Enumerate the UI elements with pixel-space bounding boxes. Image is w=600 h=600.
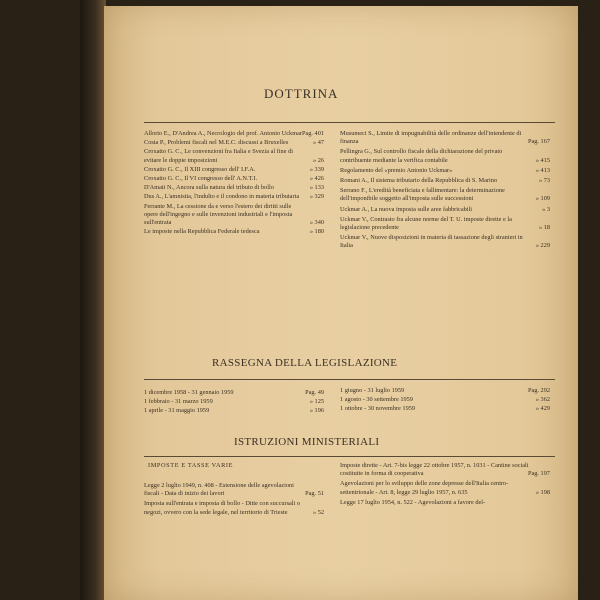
index-entry <box>340 480 550 496</box>
index-entry <box>340 499 550 507</box>
book-binding <box>80 0 106 600</box>
index-entry <box>340 387 550 395</box>
dottrina-left-column <box>144 130 324 236</box>
page-number: » 426 <box>309 175 324 183</box>
page-number: Pag. 49 <box>305 389 324 396</box>
page-number: » 340 <box>309 219 324 227</box>
page-number: » 413 <box>535 166 550 174</box>
entry-text: Le imposte nella Repubblica Federale tedesca <box>144 228 260 236</box>
index-entry <box>340 167 550 175</box>
istruzioni-left-column <box>144 482 324 517</box>
entry-text: Uckmar V., Nuove disposizioni in materia di tassazione degli stranieri in Italia <box>340 234 523 250</box>
page-number: » 125 <box>309 398 324 406</box>
index-entry <box>144 228 324 236</box>
entry-text: Imposte dirette - Art. 7-bis legge 22 ottobre 1957, n. 1031 - Cantine sociali costituite in forma di cooperativa <box>340 462 529 478</box>
entry-text: Serrano F., L'eredità beneficiata e fallimentare: la determinazione dell'imponibile soggetto all'imposta sulle successioni <box>340 187 505 203</box>
section-title-istruzioni: ISTRUZIONI MINISTERIALI <box>234 436 380 448</box>
index-entry <box>144 139 324 147</box>
entry-text: 1 febbraio - 31 marzo 1959 <box>144 398 213 406</box>
entry-text: 1 agosto - 30 settembre 1959 <box>340 396 413 404</box>
index-entry <box>340 234 550 250</box>
subsection-title-imposte: IMPOSTE E TASSE VARIE <box>148 462 234 469</box>
entry-text: Costa P., Problemi fiscali nel M.E.C. discussi a Bruxelles <box>144 139 289 147</box>
page-number: » 339 <box>309 165 324 173</box>
document-page <box>104 6 578 600</box>
index-entry <box>144 130 324 138</box>
index-entry <box>340 148 550 164</box>
index-entry <box>340 462 550 478</box>
page-number: » 47 <box>312 139 324 147</box>
page-number: » 180 <box>309 228 324 236</box>
entry-text: 1 dicembre 1958 - 31 gennaio 1959 <box>144 389 234 396</box>
entry-text: Musumeci S., Limite di impugnabilità delle ordinanze dell'intendente di finanza <box>340 130 522 146</box>
page-number: » 133 <box>309 184 324 192</box>
section-title-rassegna: RASSEGNA DELLA LEGISLAZIONE <box>212 357 398 369</box>
entry-text: Croxatto G. C., Il XIII congresso dell' I.F.A. <box>144 165 256 173</box>
dottrina-right-column <box>340 130 550 251</box>
entry-text: Ferrante M., La cessione da e verso l'estero dei diritti sulle opere dell'ingegno e sulle invenzioni industriali e l'imposta sull'entrata <box>144 202 293 227</box>
page-number: » 73 <box>538 177 550 185</box>
page-number: » 198 <box>535 488 550 496</box>
index-entry <box>340 216 550 232</box>
rassegna-left-column <box>144 389 324 416</box>
index-entry <box>144 184 324 192</box>
istruzioni-right-column <box>340 462 550 507</box>
page-number: Pag. 51 <box>305 490 324 498</box>
index-entry <box>340 206 550 214</box>
page-number: » 329 <box>309 193 324 201</box>
page-number: » 3 <box>542 205 550 213</box>
page-number: » 18 <box>538 224 550 232</box>
entry-text: Uckmar V., Contrasto fra alcune norme del T. U. imposte dirette e la legislazione precedente <box>340 215 512 232</box>
index-entry <box>144 500 324 516</box>
entry-text: Croxatto G. C., Il VI congresso dell' A.N.T.I. <box>144 175 258 183</box>
entry-text: Pellingra G., Sul controllo fiscale della dichiarazione del privato contribuente mediante la verifica contabile <box>340 148 503 164</box>
page-number: Pag. 292 <box>527 387 550 394</box>
section-title-dottrina: DOTTRINA <box>264 86 339 101</box>
section-rule <box>144 379 555 380</box>
index-entry <box>144 407 324 415</box>
entry-text: Uckmar A., La nuova imposta sulle aree fabbricabili <box>340 205 473 213</box>
rassegna-right-column <box>340 387 550 414</box>
entry-text: Romani A., Il sistema tributario della Repubblica di S. Marino <box>340 177 498 185</box>
entry-text: Dus A., L'amnistia, l'indulto e il condono in materia tributaria <box>144 193 300 201</box>
page-number: » 229 <box>535 242 550 250</box>
page-number: » 109 <box>535 195 550 203</box>
index-entry <box>144 482 324 498</box>
entry-text: Legge 2 luglio 1949, n. 408 - Estensione delle agevolazioni fiscali - Data di inizio dei lavori <box>144 482 294 498</box>
entry-text: 1 giugno - 31 luglio 1959 <box>340 387 405 394</box>
index-entry <box>340 396 550 404</box>
section-rule <box>144 122 555 123</box>
entry-text: Allorio E., D'Andrea A., Necrologio del prof. Antonio Uckmar <box>144 130 302 137</box>
entry-text: Legge 17 luglio 1954, n. 522 - Agevolazioni a favore del- <box>340 498 486 506</box>
page-number: Pag. 197 <box>527 470 550 478</box>
index-entry <box>340 405 550 413</box>
page-number: » 415 <box>535 156 550 164</box>
page-number: » 362 <box>535 396 550 404</box>
index-entry <box>340 130 550 146</box>
index-entry <box>144 203 324 228</box>
page-number: » 26 <box>312 156 324 164</box>
entry-text: D'Amati N., Ancora sulla natura del tributo di bollo <box>144 184 274 192</box>
entry-text: Agevolazioni per lo sviluppo delle zone depresse dell'Italia centro-settentrionale - Art. 8, legge 29 luglio 1957, n. 635 <box>340 480 509 496</box>
entry-text: Regolamento del «premio Antonio Uckmar» <box>340 166 453 174</box>
page-number: » 429 <box>535 405 550 413</box>
index-entry <box>144 166 324 174</box>
entry-text: 1 ottobre - 30 novembre 1959 <box>340 405 416 413</box>
entry-text: Croxatto G. C., Le convenzioni fra Italia e Svezia al fine di evitare le doppie imposizioni <box>144 148 293 164</box>
index-entry <box>144 398 324 406</box>
entry-text: 1 aprile - 31 maggio 1959 <box>144 407 210 415</box>
index-entry <box>144 175 324 183</box>
index-entry <box>144 148 324 164</box>
page-number: Pag. 401 <box>301 130 324 137</box>
index-entry <box>340 177 550 185</box>
page-number: » 196 <box>309 407 324 415</box>
index-entry <box>144 389 324 397</box>
page-number: » 52 <box>312 508 324 516</box>
index-entry <box>340 187 550 203</box>
section-rule <box>144 456 555 457</box>
index-entry <box>144 193 324 201</box>
page-number: Pag. 167 <box>527 138 550 146</box>
entry-text: Imposta sull'entrata e imposta di bollo - Ditte con succursali o negozi, ovvero con la sede legale, nel territorio di Trieste <box>144 500 301 516</box>
